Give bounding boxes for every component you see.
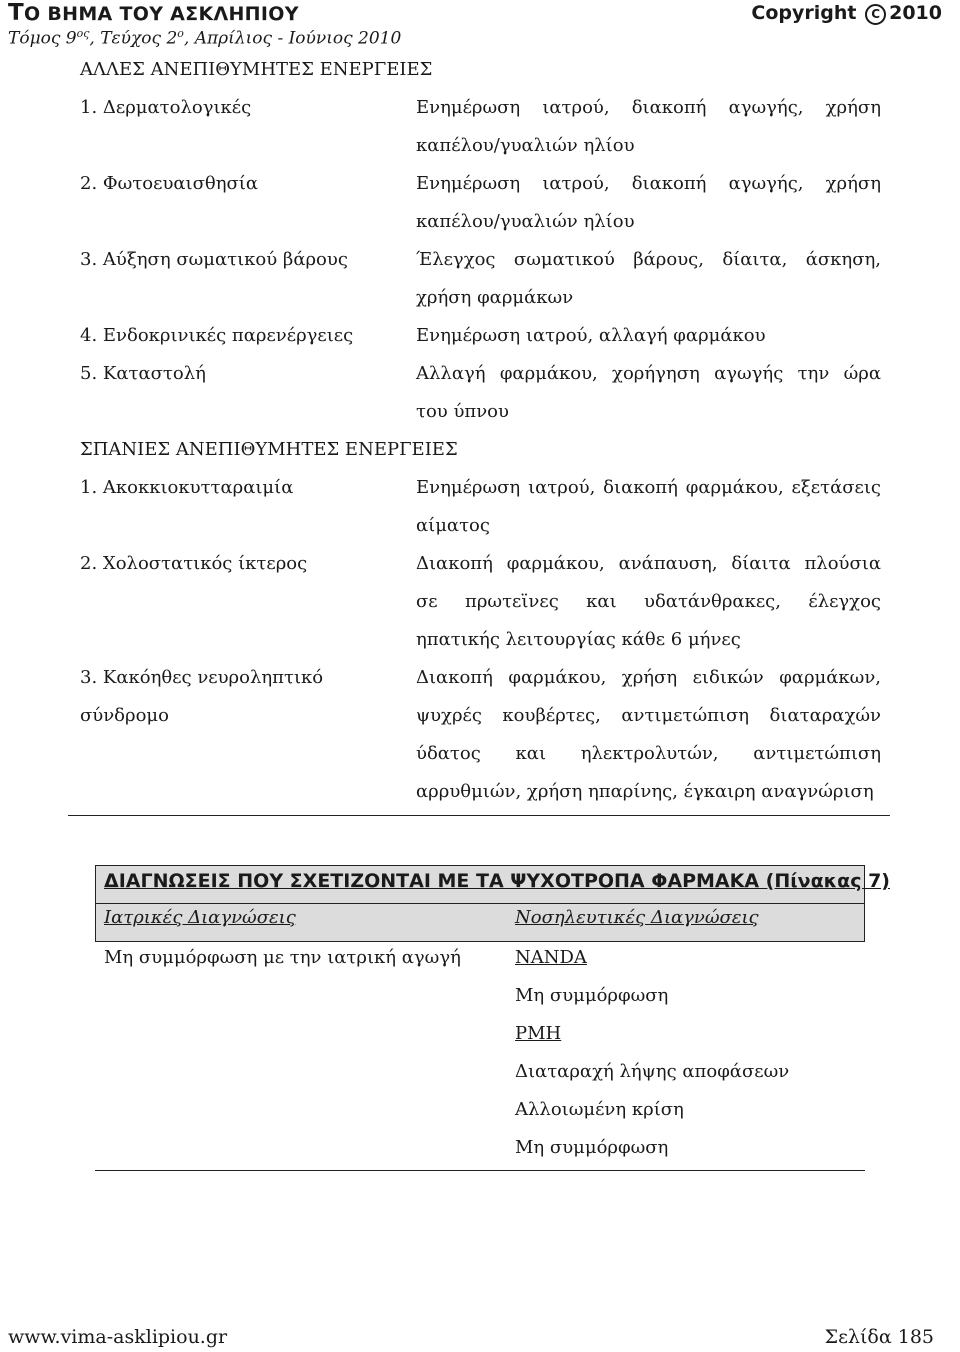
effect-desc: του ύπνου bbox=[416, 401, 509, 422]
effect-desc: Ενημέρωση ιατρού, διακοπή αγωγής, χρήση bbox=[416, 97, 881, 118]
column-header-nursing: Νοσηλευτικές Διαγνώσεις bbox=[515, 907, 759, 928]
effect-label: 1. Δερματολογικές bbox=[80, 97, 252, 118]
nursing-diagnosis: Μη συμμόρφωση bbox=[515, 985, 669, 1006]
rare-effect-desc: ύδατος και ηλεκτρολυτών, αντιμετώπιση bbox=[416, 743, 881, 764]
copyright-icon: C bbox=[865, 4, 886, 25]
effect-desc: χρήση φαρμάκων bbox=[416, 287, 574, 308]
rare-effect-desc: αίματος bbox=[416, 515, 490, 536]
effect-desc: καπέλου/γυαλιών ηλίου bbox=[416, 211, 635, 232]
effect-desc: Ενημέρωση ιατρού, αλλαγή φαρμάκου bbox=[416, 325, 766, 346]
nursing-diagnosis: Διαταραχή λήψης αποφάσεων bbox=[515, 1061, 790, 1082]
rare-effect-desc: Διακοπή φαρμάκου, χρήση ειδικών φαρμάκων, bbox=[416, 667, 881, 688]
header-separator bbox=[96, 903, 864, 904]
issue-info: Τόμος $9^{o\varsigma}$, Τεύχος $2^o$, Απρίλιος - Ιούνιος 2010 bbox=[8, 27, 402, 49]
rare-effect-label: σύνδρομο bbox=[80, 705, 169, 726]
effect-desc: Αλλαγή φαρμάκου, χορήγηση αγωγής την ώρα bbox=[416, 363, 881, 384]
page-number: Σελίδα 185 bbox=[824, 1326, 934, 1348]
rare-effect-desc: αρρυθμιών, χρήση ηπαρίνης, έγκαιρη αναγνώριση bbox=[416, 781, 874, 802]
nursing-diagnosis: PMH bbox=[515, 1023, 562, 1044]
rare-effect-desc: σε πρωτεϊνες και υδατάνθρακες, έλεγχος bbox=[416, 591, 881, 612]
effect-desc: Έλεγχος σωματικού βάρους, δίαιτα, άσκηση, bbox=[416, 249, 881, 270]
rare-effect-label: 3. Κακόηθες νευροληπτικό bbox=[80, 667, 324, 688]
table-bottom-rule bbox=[95, 1170, 865, 1171]
effect-label: 2. Φωτοευαισθησία bbox=[80, 173, 259, 194]
footer-url: www.vima-asklipiou.gr bbox=[8, 1326, 228, 1348]
effect-desc: Ενημέρωση ιατρού, διακοπή αγωγής, χρήση bbox=[416, 173, 881, 194]
effect-label: 4. Ενδοκρινικές παρενέργειες bbox=[80, 325, 354, 346]
effect-desc: καπέλου/γυαλιών ηλίου bbox=[416, 135, 635, 156]
rare-effect-label: 1. Ακοκκιοκυτταραιμία bbox=[80, 477, 294, 498]
effect-label: 3. Αύξηση σωματικού βάρους bbox=[80, 249, 348, 270]
rare-effect-desc: Διακοπή φαρμάκου, ανάπαυση, δίαιτα πλούσια bbox=[416, 553, 881, 574]
section-title-rare-effects: ΣΠΑΝΙΕΣ ΑΝΕΠΙΘΥΜΗΤΕΣ ΕΝΕΡΓΕΙΕΣ bbox=[80, 439, 458, 460]
nursing-diagnosis: NANDA bbox=[515, 947, 587, 968]
nursing-diagnosis: Αλλοιωμένη κρίση bbox=[515, 1099, 684, 1120]
journal-title: ΤΟ ΒΗΜΑ ΤΟΥ ΑΣΚΛΗΠΙΟΥ bbox=[8, 0, 299, 26]
medical-diagnosis: Μη συμμόρφωση με την ιατρική αγωγή bbox=[104, 947, 461, 968]
rare-effect-desc: ψυχρές κουβέρτες, αντιμετώπιση διαταραχών bbox=[416, 705, 881, 726]
nursing-diagnosis: Μη συμμόρφωση bbox=[515, 1137, 669, 1158]
rare-effect-label: 2. Χολοστατικός ίκτερος bbox=[80, 553, 308, 574]
copyright-notice: Copyright C 2010 bbox=[751, 2, 942, 24]
effect-label: 5. Καταστολή bbox=[80, 363, 206, 384]
rare-effect-desc: Ενημέρωση ιατρού, διακοπή φαρμάκου, εξετάσεις bbox=[416, 477, 881, 498]
section-title-other-effects: ΑΛΛΕΣ ΑΝΕΠΙΘΥΜΗΤΕΣ ΕΝΕΡΓΕΙΕΣ bbox=[80, 59, 433, 80]
diagnoses-table-title: ΔΙΑΓΝΩΣΕΙΣ ΠΟΥ ΣΧΕΤΙΖΟΝΤΑΙ ΜΕ ΤΑ ΨΥΧΟΤΡΟΠΑ ΦΑΡΜΑΚΑ (Πίνακας 7) bbox=[104, 870, 890, 892]
section-divider bbox=[68, 815, 890, 816]
rare-effect-desc: ηπατικής λειτουργίας κάθε 6 μήνες bbox=[416, 629, 741, 650]
column-header-medical: Ιατρικές Διαγνώσεις bbox=[104, 907, 296, 928]
